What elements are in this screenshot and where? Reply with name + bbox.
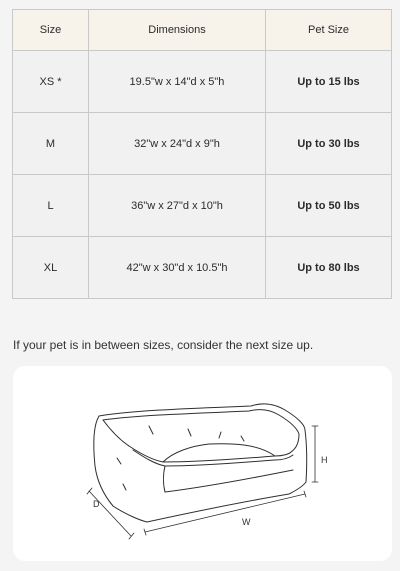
header-pet-size: Pet Size	[266, 10, 392, 51]
cell-dimensions: 19.5"w x 14"d x 5"h	[89, 51, 266, 113]
cell-dimensions: 42"w x 30"d x 10.5"h	[89, 237, 266, 299]
height-label: H	[321, 455, 328, 465]
table-row	[13, 51, 392, 113]
depth-label: D	[93, 499, 100, 509]
bed-dimension-diagram	[13, 366, 392, 561]
table-row	[13, 175, 392, 237]
cell-dimensions: 32"w x 24"d x 9"h	[89, 113, 266, 175]
pet-bed-illustration	[13, 366, 392, 561]
size-advice-note: If your pet is in between sizes, consider the next size up.	[13, 338, 314, 352]
header-size: Size	[13, 10, 89, 51]
cell-size: XS *	[13, 51, 89, 113]
cell-size: XL	[13, 237, 89, 299]
cell-pet-size: Up to 30 lbs	[266, 113, 392, 175]
cell-size: L	[13, 175, 89, 237]
cell-pet-size: Up to 80 lbs	[266, 237, 392, 299]
table-row	[13, 113, 392, 175]
cell-size: M	[13, 113, 89, 175]
cell-pet-size: Up to 15 lbs	[266, 51, 392, 113]
table-header-row	[13, 10, 392, 51]
cell-pet-size: Up to 50 lbs	[266, 175, 392, 237]
width-label: W	[242, 517, 251, 527]
table-row	[13, 237, 392, 299]
header-dimensions: Dimensions	[89, 10, 266, 51]
cell-dimensions: 36"w x 27"d x 10"h	[89, 175, 266, 237]
size-chart-table	[12, 9, 392, 299]
